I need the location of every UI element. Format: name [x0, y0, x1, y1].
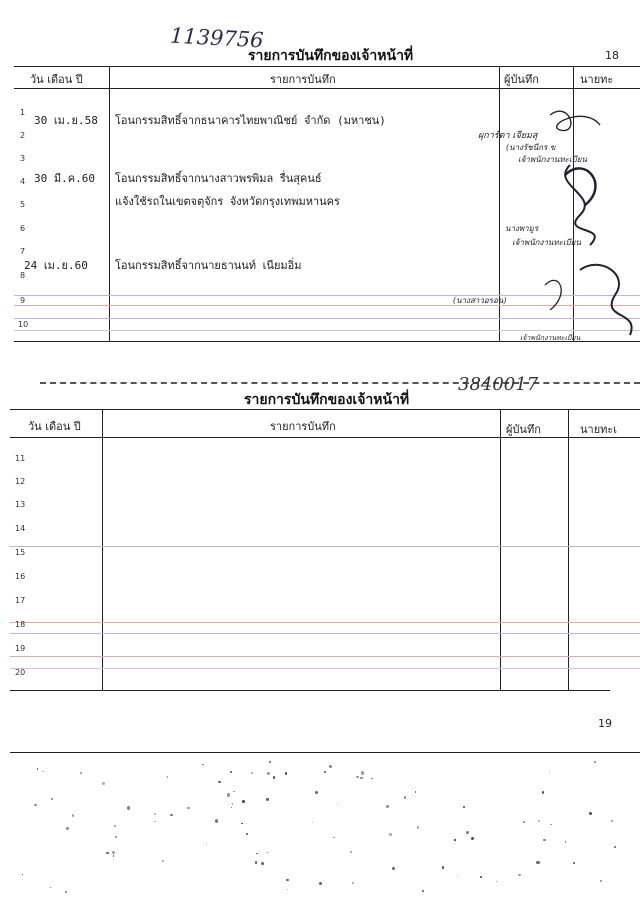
scan-speck: [112, 851, 115, 854]
scan-speck: [417, 826, 419, 828]
scan-speck: [187, 807, 189, 809]
row-number: 18: [15, 620, 26, 629]
scan-speck: [285, 772, 287, 774]
row-number: 5: [20, 200, 26, 209]
footer-rule: [10, 752, 640, 753]
entry-date: 30 เม.ย.58: [34, 114, 98, 127]
scan-speck: [66, 827, 69, 830]
scan-speck: [127, 806, 130, 809]
scan-speck: [102, 782, 105, 785]
handwritten-number: 1139756: [169, 23, 265, 53]
row-number: 2: [20, 131, 26, 140]
scan-speck: [50, 887, 51, 888]
scan-speck: [333, 837, 335, 839]
scan-speck: [227, 793, 230, 796]
scan-speck: [352, 882, 354, 884]
scan-speck: [242, 800, 245, 803]
page-number-top: 18: [605, 49, 619, 62]
scan-speck: [496, 881, 497, 882]
scan-speck: [266, 798, 268, 800]
scan-speck: [170, 814, 172, 816]
scan-speck: [550, 824, 552, 826]
row-number: 10: [18, 320, 29, 329]
scan-speck: [34, 804, 36, 806]
row-number: 8: [20, 271, 26, 280]
bottom-col-divider-2: [500, 409, 501, 690]
scan-speck: [415, 791, 416, 792]
scan-speck: [518, 874, 520, 876]
scan-speck: [337, 803, 339, 805]
row-number: 11: [15, 454, 26, 463]
scan-speck: [536, 861, 539, 864]
scan-speck: [241, 823, 242, 824]
scan-speck: [37, 768, 39, 770]
scan-speck: [404, 796, 407, 799]
scan-speck: [215, 819, 218, 822]
scan-speck: [589, 812, 592, 815]
scan-speck: [457, 875, 458, 876]
scan-speck: [231, 807, 232, 808]
row-number: 7: [20, 247, 26, 256]
scan-speck: [324, 771, 326, 773]
scan-speck: [232, 803, 234, 805]
scan-speck: [65, 891, 67, 893]
scan-speck: [594, 761, 596, 763]
entry-text: แจ้งใช้รถในเขตจตุจักร จังหวัดกรุงเทพมหานคร: [115, 195, 340, 208]
scan-speck: [255, 861, 258, 864]
scan-speck: [267, 852, 268, 853]
header-date: วัน เดือน ปี: [30, 73, 83, 86]
scan-speck: [269, 761, 271, 763]
scan-speck: [542, 791, 545, 794]
entry-date: 30 มี.ค.60: [34, 172, 95, 185]
scan-speck: [573, 862, 575, 864]
ruled-line: [10, 668, 640, 669]
row-number: 6: [20, 224, 26, 233]
signature-note: ผุการ์ตา เจียมสุ: [478, 131, 538, 141]
scan-speck: [154, 821, 155, 822]
scan-speck: [392, 867, 395, 870]
signature-note: เจ้าพนักงานทะเบียน: [512, 238, 581, 247]
entry-date: 24 เม.ย.60: [24, 259, 88, 272]
scan-speck: [549, 771, 550, 772]
header-entry: รายการบันทึก: [270, 420, 336, 433]
signature-note: เจ้าพนักงานทะเบียน: [520, 334, 581, 342]
scan-speck: [261, 862, 264, 865]
scan-speck: [42, 771, 43, 772]
scan-speck: [614, 846, 616, 848]
bottom-col-divider-3: [568, 409, 569, 690]
page-title-bottom: รายการบันทึกของเจ้าหน้าที่: [244, 392, 410, 408]
scan-speck: [80, 772, 83, 775]
top-table-header-border: [14, 88, 640, 89]
scan-speck: [286, 879, 288, 881]
scan-speck: [611, 820, 612, 821]
header-entry: รายการบันทึก: [270, 73, 336, 86]
scan-speck: [267, 772, 270, 775]
bottom-table-header-border: [10, 437, 640, 438]
ruled-line: [10, 656, 640, 657]
scan-speck: [167, 776, 168, 777]
row-number: 3: [20, 154, 26, 163]
row-number: 13: [15, 500, 26, 509]
header-registrar: นายทะ: [580, 73, 614, 86]
scan-speck: [162, 860, 164, 862]
signature-note: (นางรัชนีกร ข: [506, 143, 556, 152]
scan-speck: [356, 776, 358, 778]
header-recorder: ผู้บันทึก: [504, 73, 539, 86]
scan-speck: [361, 771, 364, 774]
row-number: 1: [20, 108, 26, 117]
scan-speck: [600, 880, 602, 882]
scan-speck: [463, 806, 465, 808]
scan-speck: [114, 825, 116, 827]
middle-stamp-number: 3840017: [458, 374, 539, 395]
top-table-top-border: [14, 66, 640, 67]
header-recorder: ผู้บันทึก: [506, 423, 541, 436]
row-number: 15: [15, 548, 26, 557]
scan-speck: [466, 831, 469, 834]
ruled-line: [10, 633, 640, 634]
signature-note: (นางสาวอรอน): [453, 296, 507, 305]
row-number: 20: [15, 668, 26, 677]
scan-speck: [422, 890, 424, 892]
row-number: 4: [20, 177, 26, 186]
scan-speck: [565, 841, 567, 843]
scan-speck: [106, 852, 108, 854]
row-number: 16: [15, 572, 26, 581]
scan-speck: [471, 837, 474, 840]
bottom-table-top-border: [10, 409, 640, 410]
row-number: 19: [15, 644, 26, 653]
entry-text: โอนกรรมสิทธิ์จากธนาคารไทยพาณิชย์ จำกัด (มหาชน): [115, 114, 386, 127]
header-date: วัน เดือน ปี: [28, 420, 81, 433]
ruled-line: [10, 546, 640, 547]
row-number: 9: [20, 296, 26, 305]
scan-speck: [230, 771, 232, 773]
scan-speck: [523, 821, 525, 823]
scan-speck: [543, 839, 545, 841]
scan-speck: [538, 820, 540, 822]
scan-speck: [233, 791, 234, 792]
scan-speck: [246, 833, 248, 835]
row-number: 17: [15, 596, 26, 605]
entry-text: โอนกรรมสิทธิ์จากนายธานนท์ เนียมอิ่ม: [115, 259, 302, 272]
bottom-table-bottom-border: [10, 690, 610, 691]
scan-speck: [22, 874, 23, 875]
entry-text: โอนกรรมสิทธิ์จากนางสาวพรพิมล รื่นสุคนธ์: [115, 172, 322, 185]
scan-speck: [329, 765, 332, 768]
scan-speck: [454, 839, 455, 840]
scan-speck: [389, 833, 392, 836]
scan-speck: [218, 781, 220, 783]
scan-speck: [315, 791, 318, 794]
scan-speck: [206, 843, 207, 844]
scan-speck: [319, 882, 322, 885]
scan-speck: [350, 851, 352, 853]
scan-speck: [251, 772, 254, 775]
scan-speck: [360, 777, 362, 779]
scan-speck: [386, 805, 389, 808]
row-number: 14: [15, 524, 26, 533]
ruled-line: [10, 622, 640, 623]
page-number-bottom: 19: [598, 717, 612, 730]
scan-speck: [51, 798, 53, 800]
scan-speck: [256, 853, 258, 855]
scan-speck: [371, 778, 373, 780]
header-registrar: นายทะเ: [580, 423, 618, 436]
scan-speck: [202, 764, 203, 765]
top-col-divider-1: [109, 66, 110, 341]
signature-note: เจ้าพนักงานทะเบียน: [518, 155, 587, 164]
scan-speck: [287, 889, 288, 890]
signature-note: นางพามูร: [505, 224, 539, 233]
scan-speck: [273, 776, 275, 778]
scan-speck: [154, 813, 156, 815]
scan-speck: [72, 814, 75, 817]
middle-dashed-line: [40, 382, 640, 384]
scan-speck: [113, 855, 114, 856]
row-number: 12: [15, 477, 26, 486]
page-title-top: รายการบันทึกของเจ้าหน้าที่: [248, 48, 414, 64]
scan-speck: [442, 866, 444, 868]
bottom-col-divider-1: [102, 409, 103, 690]
scan-speck: [115, 836, 118, 839]
scan-speck: [480, 876, 482, 878]
scan-speck: [312, 822, 313, 823]
